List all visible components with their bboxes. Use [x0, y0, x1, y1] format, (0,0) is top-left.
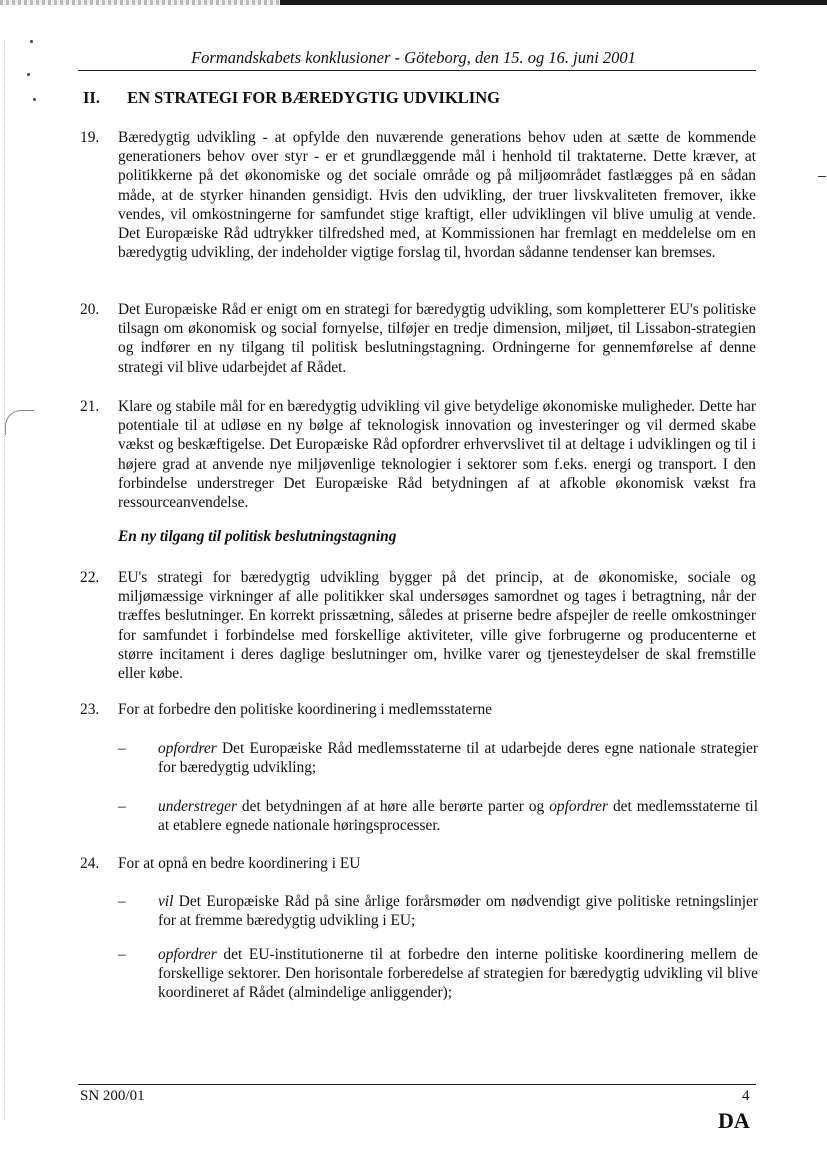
document-reference: SN 200/01 — [80, 1088, 145, 1104]
page-number: 4 — [742, 1088, 750, 1104]
bullet-dash: – — [118, 798, 126, 815]
scan-dot — [27, 73, 30, 76]
bullet-lead: opfordrer — [158, 740, 217, 757]
bullet-rest: det EU-institutionerne til at forbedre den interne politiske koordinering mellem de forskellige sektorer. Den horisontale forberedelse af strategien for bæredygtig udvikling vil blive koordineret af Rådet (almindelige anliggender); — [158, 946, 758, 1002]
paragraph-23 — [80, 700, 756, 719]
paragraph-text: Bæredygtig udvikling - at opfylde den nuværende generations behov uden at sætte de kommende generationers behov over styr - er et grundlæggende mål i henhold til traktaterne. Dette kræver, at politikkerne på det økonomiske og det sociale område og på miljøområdet fastlægges på en sådan måde, at de styrker hinanden gensidigt. Hvis den udvikling, der truer livskvaliteten fremover, ikke vendes, vil omkostningerne for samfundet stige kraftigt, eller udviklingen vil blive umulig at vende. Det Europæiske Råd udtrykker tilfredshed med, at Kommissionen har fremlagt en meddelelse om en bæredygtig udvikling, der indeholder vigtige forslag til, hvordan sådanne tendenser kan bremses. — [118, 129, 756, 262]
section-title: EN STRATEGI FOR BÆREDYGTIG UDVIKLING — [127, 88, 500, 107]
paragraph-number: 19. — [80, 129, 100, 146]
bullet-text — [158, 892, 758, 930]
bullet-rest: Det Europæiske Råd på sine årlige forårsmøder om nødvendigt give politiske retningslinjer for at fremme bæredygtig udvikling i EU; — [158, 893, 758, 930]
bullet-lead: vil — [158, 893, 174, 910]
footer-rule — [78, 1084, 756, 1085]
paragraph-22 — [80, 568, 756, 683]
bullet-text — [158, 797, 758, 835]
paragraph-text: EU's strategi for bæredygtig udvikling bygger på det princip, at de økonomiske, sociale og miljømæssige virkninger af alle politikker skal undersøges samordnet og tages i betragtning, når der træffes beslutninger. En korrekt prissætning, således at priserne bedre afspejler de reelle omkostninger for samfundet i forbindelse med forskellige aktiviteter, ville give forbrugerne og producenterne et større incitament i deres daglige beslutninger om, hvilke varer og tjenesteydelser de skal fremstille eller købe. — [118, 569, 756, 683]
scan-top-border-light — [0, 0, 280, 5]
paragraph-number: 20. — [80, 301, 100, 318]
subheading: En ny tilgang til politisk beslutningstagning — [118, 528, 397, 545]
paragraph-text: Klare og stabile mål for en bæredygtig udvikling vil give betydelige økonomiske muligheder. Dette har potentiale til at udløse en ny bølge af teknologisk innovation og investeringer og vil dermed skabe vækst og beskæftigelse. Det Europæiske Råd opfordrer erhvervslivet til at deltage i udviklingen og til i højere grad at anvende nye miljøvenlige teknologier i sektorer som f.eks. energi og transport. I den forbindelse understreger Det Europæiske Råd betydningen af at afkoble økonomisk vækst fra ressourceanvendelse. — [118, 398, 756, 512]
language-code: DA — [718, 1108, 750, 1133]
section-number: II. — [83, 88, 100, 107]
bullet-mid: det betydningen af at høre alle berørte parter og — [236, 798, 550, 815]
bullet-rest: Det Europæiske Råd medlemsstaterne til at udarbejde deres egne nationale strategier for bæredygtig udvikling; — [158, 740, 758, 777]
paragraph-number: 24. — [80, 855, 100, 872]
paragraph-24 — [80, 854, 756, 873]
margin-mark — [818, 176, 826, 177]
paragraph-text: For at opnå en bedre koordinering i EU — [118, 855, 361, 872]
bullet-dash: – — [118, 946, 126, 963]
bullet-text — [158, 739, 758, 777]
paragraph-text: For at forbedre den politiske koordinering i medlemsstaterne — [118, 701, 492, 718]
bullet-lead: understreger — [158, 798, 237, 815]
scan-dot — [33, 98, 36, 101]
bullet-lead-2: opfordrer — [549, 798, 608, 815]
bullet-text — [158, 945, 758, 1003]
scan-left-margin — [4, 40, 7, 1120]
scan-dot — [30, 40, 33, 43]
paragraph-number: 22. — [80, 569, 100, 586]
margin-scribble — [5, 410, 34, 435]
running-header: Formandskabets konklusioner - Göteborg, den 15. og 16. juni 2001 — [191, 48, 636, 67]
paragraph-20 — [80, 300, 756, 377]
section-heading — [83, 88, 500, 108]
paragraph-number: 21. — [80, 398, 100, 415]
bullet-24-2 — [118, 945, 758, 1003]
bullet-23-2 — [118, 797, 758, 835]
paragraph-text: Det Europæiske Råd er enigt om en strategi for bæredygtig udvikling, som kompletterer EU's politiske tilsagn om økonomisk og social fornyelse, tilføjer en tredje dimension, miljøet, til Lissabon-strategien og indfører en ny tilgang til politisk beslutningstagning. Ordningerne for gennemførelse af denne strategi vil blive udarbejdet af Rådet. — [118, 301, 756, 376]
paragraph-21 — [80, 397, 756, 512]
bullet-rest: det medlemsstaterne til at etablere egnede nationale høringsprocesser. — [158, 798, 758, 835]
bullet-lead: opfordrer — [158, 946, 217, 963]
bullet-23-1 — [118, 739, 758, 777]
paragraph-19 — [80, 128, 756, 262]
bullet-dash: – — [118, 893, 126, 910]
bullet-24-1 — [118, 892, 758, 930]
header-rule — [78, 70, 756, 71]
bullet-dash: – — [118, 740, 126, 757]
paragraph-number: 23. — [80, 701, 100, 718]
